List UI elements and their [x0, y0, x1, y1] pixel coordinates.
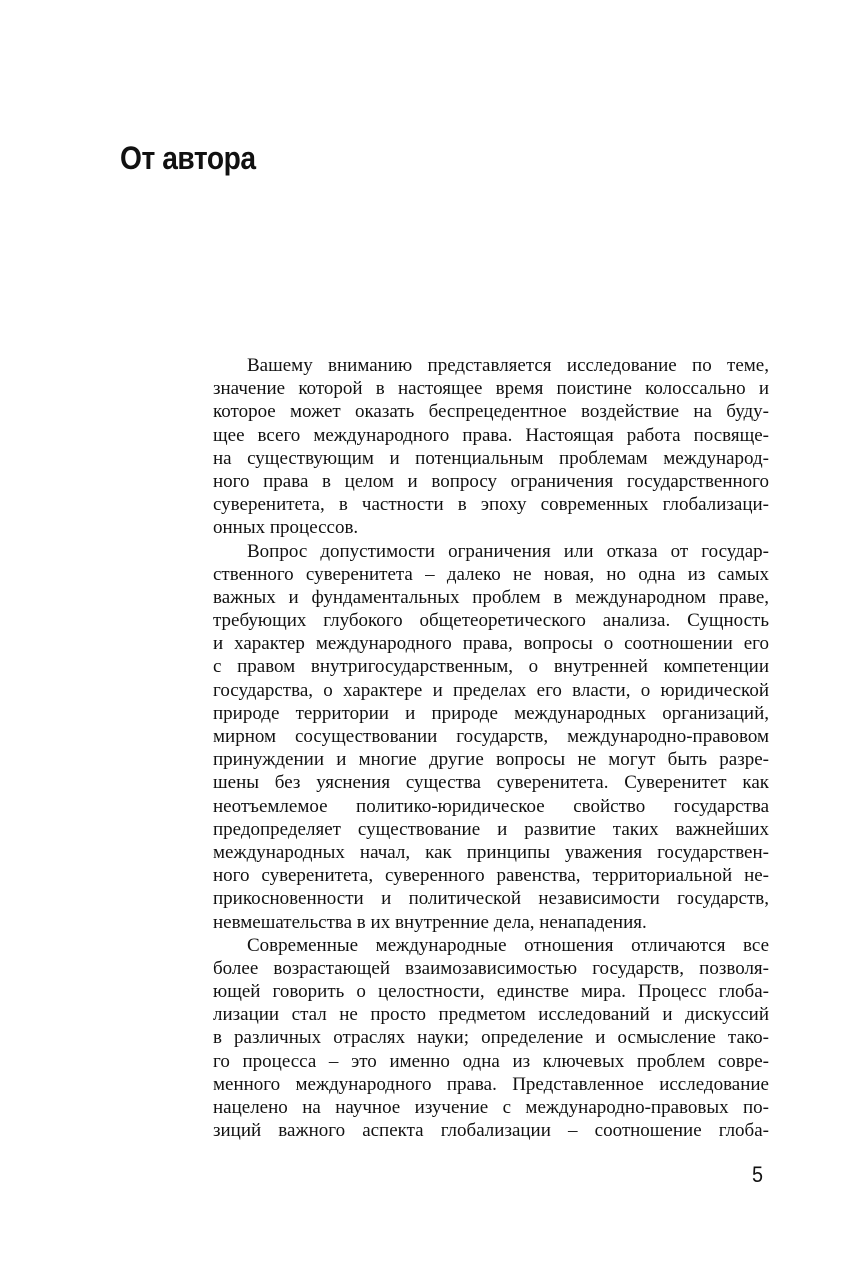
- text-line: онных процессов.: [213, 517, 359, 539]
- paragraph: [213, 540, 769, 934]
- text-line: Вашему вниманию представляется исследование по теме,: [247, 355, 769, 376]
- text-line: Современные международные отношения отличаются все: [247, 934, 769, 956]
- text-line: более возрастающей взаимозависимостью государств, позволя-: [213, 957, 769, 979]
- text-line: суверенитета, в частности в эпоху современных глобализаци-: [213, 494, 769, 516]
- text-line: невмешательства в их внутренние дела, ненападения.: [213, 911, 647, 933]
- text-line: значение которой в настоящее время поистине колоссально и: [213, 378, 769, 400]
- text-line: требующих глубокого общетеоретического анализа. Сущность: [213, 610, 769, 632]
- text-line: нацелено на научное изучение с международно-правовых по-: [213, 1097, 769, 1118]
- text-line: международных начал, как принципы уважения государствен-: [213, 841, 769, 863]
- text-line: Вопрос допустимости ограничения или отказа от государ-: [247, 540, 769, 562]
- text-line: с правом внутригосударственным, о внутренней компетенции: [213, 656, 769, 678]
- paragraph: [213, 934, 769, 1143]
- text-line: ного права в целом и вопросу ограничения государственного: [213, 470, 769, 492]
- text-line: в различных отраслях науки; определение и осмысление тако-: [213, 1027, 769, 1049]
- text-line: зиций важного аспекта глобализации – соотношение глоба-: [213, 1120, 769, 1142]
- text-line: менного международного права. Представленное исследование: [213, 1073, 769, 1095]
- text-line: лизации стал не просто предметом исследований и дискуссий: [213, 1004, 769, 1026]
- text-line: которое может оказать беспрецедентное воздействие на буду-: [213, 401, 769, 423]
- text-line: предопределяет существование и развитие таких важнейших: [213, 818, 769, 840]
- text-line: природе территории и природе международных организаций,: [213, 702, 769, 724]
- page-title: От автора: [120, 140, 256, 176]
- text-line: шены без уяснения существа суверенитета. Суверенитет как: [213, 772, 769, 794]
- text-line: го процесса – это именно одна из ключевых проблем совре-: [213, 1050, 769, 1072]
- text-line: ного суверенитета, суверенного равенства, территориальной не-: [213, 865, 769, 887]
- text-line: важных и фундаментальных проблем в международном праве,: [213, 586, 769, 608]
- page-number: 5: [752, 1162, 764, 1187]
- text-line: государства, о характере и пределах его власти, о юридической: [213, 679, 769, 701]
- text-line: на существующим и потенциальным проблемам международ-: [213, 447, 769, 469]
- body-text: [213, 354, 769, 1142]
- paragraph: [213, 354, 769, 540]
- text-line: мирном сосуществовании государств, международно-правовом: [213, 726, 769, 747]
- text-line: принуждении и многие другие вопросы не могут быть разре-: [213, 749, 769, 771]
- text-line: щее всего международного права. Настоящая работа посвяще-: [213, 424, 769, 446]
- text-line: прикосновенности и политической независимости государств,: [213, 888, 769, 910]
- text-line: ственного суверенитета – далеко не новая, но одна из самых: [213, 563, 769, 585]
- text-line: и характер международного права, вопросы о соотношении его: [213, 633, 769, 655]
- text-line: ющей говорить о целостности, единстве мира. Процесс глоба-: [213, 981, 769, 1003]
- text-line: неотъемлемое политико-юридическое свойство государства: [213, 795, 769, 817]
